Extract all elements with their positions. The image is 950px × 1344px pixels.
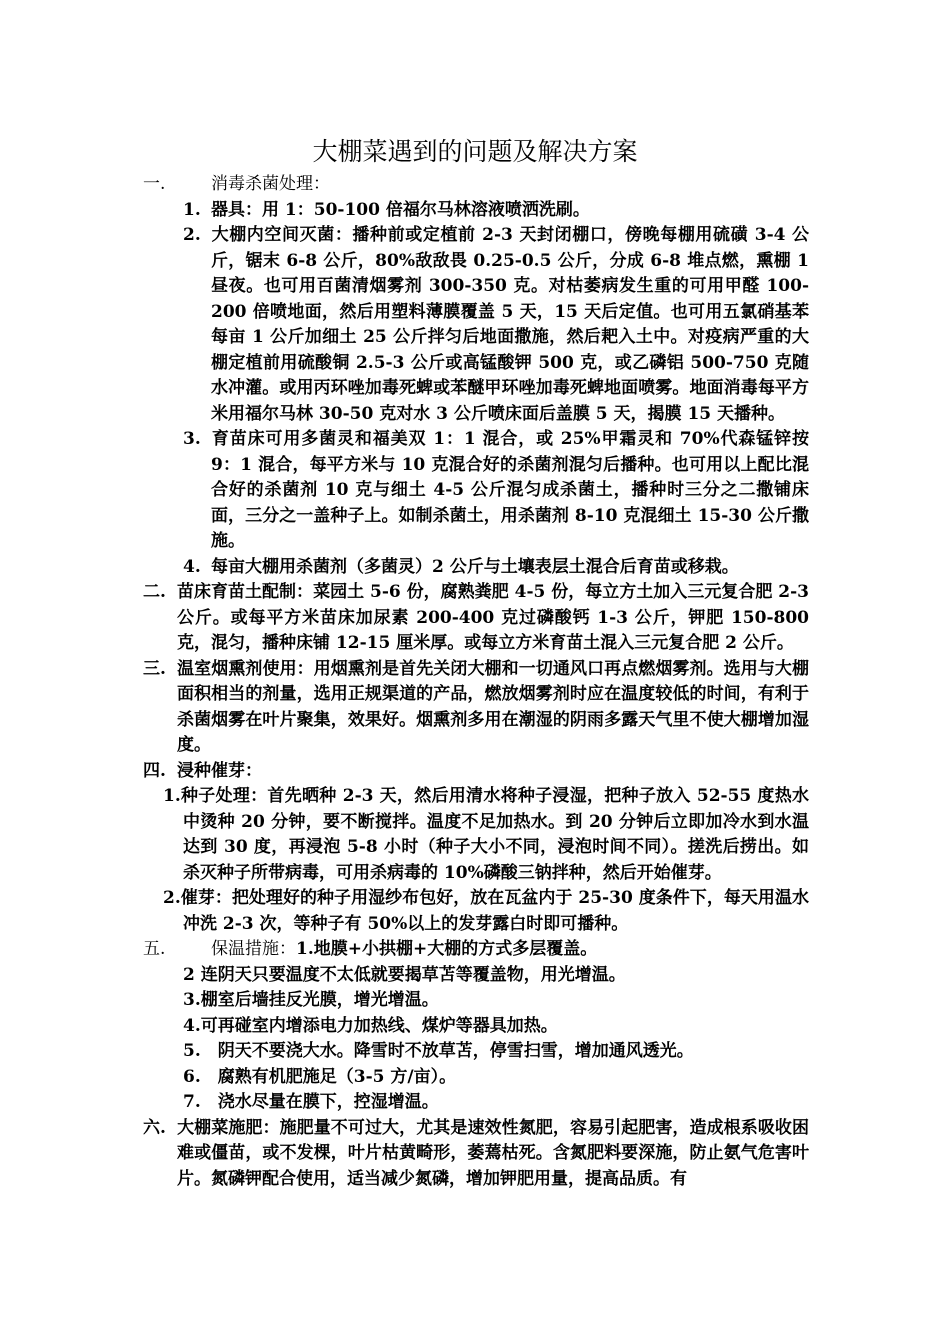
section-1-item-1: 1. 器具：用 1：50-100 倍福尔马林溶液喷洒洗刷。	[183, 199, 590, 220]
section-2: 二. 苗床育苗土配制：菜园土 5-6 份，腐熟粪肥 4-5 份，每立方土加入三元复合肥 2-3 公斤。或每平方米苗床加尿素 200-400 克过磷酸钙 1-3 公斤，钾肥 150-800 克，混匀，播种床铺 12-15 厘米厚。或每立方米育苗土混入三元复合肥 2 公斤。	[143, 582, 809, 653]
section-5-line: 2 连阴天只要温度不太低就要揭草苫等覆盖物，用光增温。	[183, 964, 626, 985]
section-number: 五.	[143, 939, 166, 959]
section-number: 四.	[143, 760, 166, 781]
section-5-line: 6. 腐熟有机肥施足（3-5 方/亩）。	[183, 1066, 457, 1087]
section-number: 六.	[143, 1117, 166, 1138]
section-5-line: 4.可再碰室内增添电力加热线、煤炉等器具加热。	[183, 1015, 558, 1036]
section-1-item-4: 4. 每亩大棚用杀菌剂（多菌灵）2 公斤与土壤表层土混合后育苗或移栽。	[183, 556, 739, 577]
section-1-heading: 一. 消毒杀菌处理：	[143, 172, 809, 198]
section-4-heading: 四. 浸种催芽：	[143, 759, 809, 785]
section-5-heading: 五. 保温措施：1.地膜+小拱棚+大棚的方式多层覆盖。	[143, 937, 809, 963]
document-body	[143, 172, 809, 1192]
document-title: 大棚菜遇到的问题及解决方案	[312, 137, 638, 166]
section-number: 一.	[143, 174, 166, 194]
section-5-line: 5. 阴天不要浇大水。降雪时不放草苫，停雪扫雪，增加通风透光。	[183, 1041, 694, 1061]
section-1-item-2: 2. 大棚内空间灭菌：播种前或定植前 2-3 天封闭棚口，傍晚每棚用硫磺 3-4 公斤，锯末 6-8 公斤，80%敌敌畏 0.25-0.5 公斤，分成 6-8 堆点燃，熏棚 1 昼夜。也可用百菌清烟雾剂 300-350 克。对枯萎病发生重的可用甲醛 100-200 倍喷地面，然后用塑料薄膜覆盖 5 天，15 天后定值。也可用五氯硝基苯每亩 1 公斤加细土 25 公斤拌匀后地面撒施，然后耙入土中。对疫病严重的大棚定植前用硫酸铜 2.5-3 公斤或高锰酸钾 500 克，或乙磷铝 500-750 克随水冲灌。或用丙环唑加毒死蜱或苯醚甲环唑加毒死蜱地面喷雾。地面消毒每平方米用福尔马林 30-50 克对水 3 公斤喷床面后盖膜 5 天，揭膜 15 天播种。	[183, 225, 809, 424]
section-number: 二.	[143, 582, 166, 602]
section-1-item-3: 3. 育苗床可用多菌灵和福美双 1：1 混合，或 25%甲霜灵和 70%代森锰锌按 9：1 混合，每平方米与 10 克混合好的杀菌剂混匀后播种。也可用以上配比混合好的杀菌剂 10 克与细土 4-5 公斤混匀成杀菌土，播种时三分之二撒铺床面，三分之一盖种子上。如制杀菌土，用杀菌剂 8-10 克混细土 15-30 公斤撒施。	[183, 429, 809, 551]
section-4-item-2: 2.催芽：把处理好的种子用湿纱布包好，放在瓦盆内于 25-30 度条件下，每天用温水冲洗 2-3 次，等种子有 50%以上的发芽露白时即可播种。	[163, 888, 809, 934]
section-number: 三.	[143, 658, 166, 679]
section-4-item-1: 1.种子处理：首先晒种 2-3 天，然后用清水将种子浸湿，把种子放入 52-55 度热水中烫种 20 分钟，要不断搅拌。温度不足加热水。到 20 分钟后立即加冷水到水温达到 30 度，再浸泡 5-8 小时（种子大小不同，浸泡时间不同）。搓洗后捞出。如杀灭种子所带病毒，可用杀病毒的 10%磷酸三钠拌种，然后开始催芽。	[163, 786, 809, 883]
section-5-line: 7. 浇水尽量在膜下，控湿增温。	[183, 1092, 439, 1112]
section-5-line: 3.棚室后墙挂反光膜，增光增温。	[183, 990, 439, 1010]
section-3: 三. 温室烟熏剂使用：用烟熏剂是首先关闭大棚和一切通风口再点燃烟雾剂。选用与大棚面积相当的剂量，选用正规渠道的产品，燃放烟雾剂时应在温度较低的时间，有利于杀菌烟雾在叶片聚集，效果好。烟熏剂多用在潮湿的阴雨多露天气里不使大棚增加湿度。	[143, 658, 809, 755]
section-6: 六. 大棚菜施肥：施肥量不可过大，尤其是速效性氮肥，容易引起肥害，造成根系吸收困难或僵苗，或不发棵，叶片枯黄畸形，萎蔫枯死。含氮肥料要深施，防止氨气危害叶片。氮磷钾配合使用，适当减少氮磷，增加钾肥用量，提高品质。有	[143, 1117, 809, 1189]
